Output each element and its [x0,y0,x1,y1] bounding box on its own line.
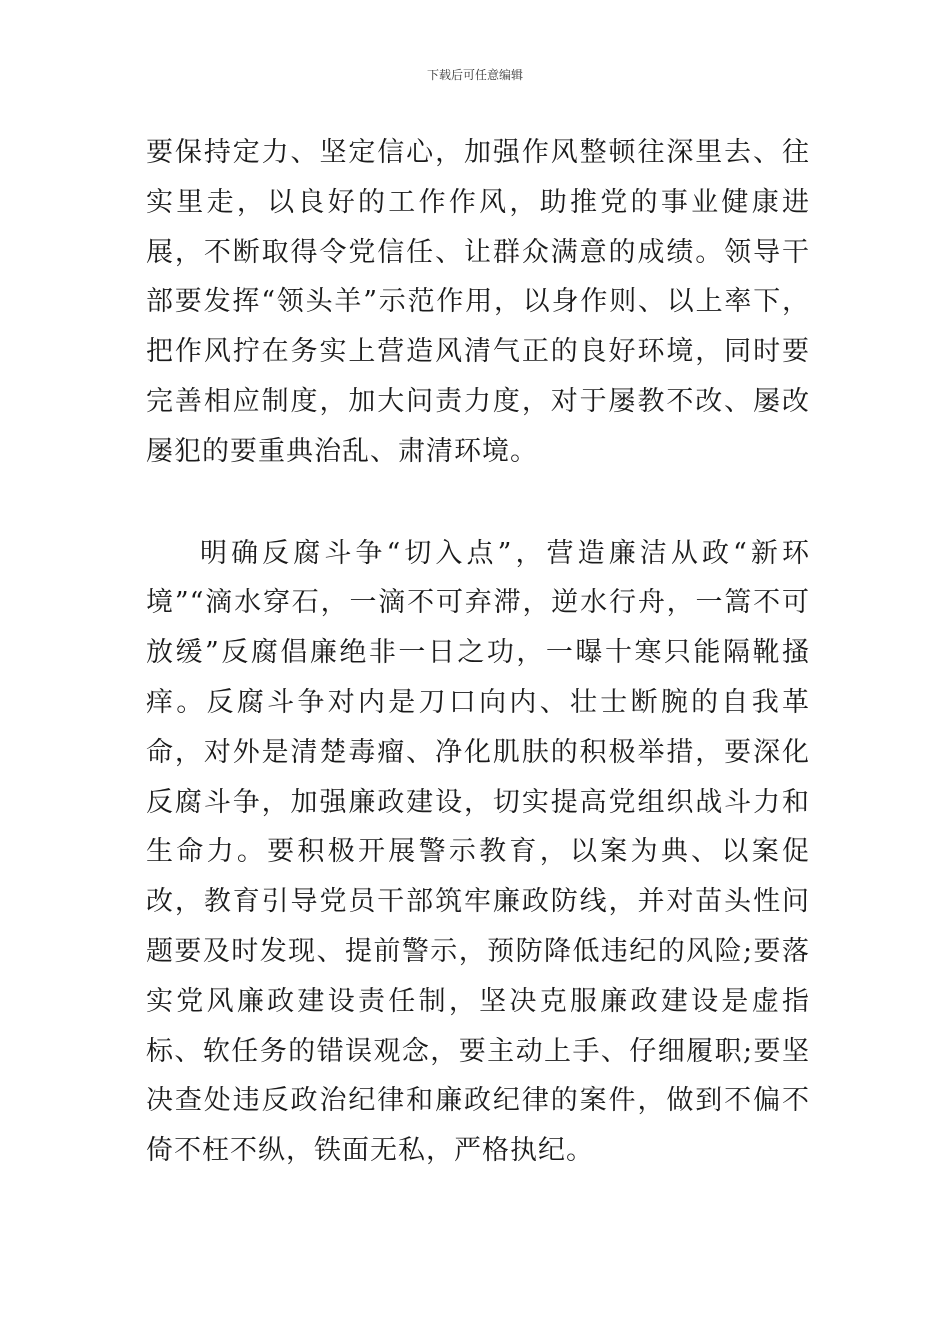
document-body [146,128,810,1176]
paragraph-1: 要保持定力、坚定信心，加强作风整顿往深里去、往实里走，以良好的工作作风，助推党的事业健康进展，不断取得令党信任、让群众满意的成绩。领导干部要发挥“领头羊”示范作用，以身作则、以上率下，把作风拧在务实上营造风清气正的良好环境，同时要完善相应制度，加大问责力度，对于屡教不改、屡改屡犯的要重典治乱、肃清环境。 [146,137,810,467]
paragraph-2: 明确反腐斗争“切入点”，营造廉洁从政“新环境”“滴水穿石，一滴不可弃滞，逆水行舟，一篙不可放缓”反腐倡廉绝非一日之功，一曝十寒只能隔靴搔痒。反腐斗争对内是刀口向内、壮士断腕的自我革命，对外是清楚毒瘤、净化肌肤的积极举措，要深化反腐斗争，加强廉政建设，切实提高党组织战斗力和生命力。要积极开展警示教育，以案为典、以案促改，教育引导党员干部筑牢廉政防线，并对苗头性问题要及时发现、提前警示，预防降低违纪的风险;要落实党风廉政建设责任制，坚决克服廉政建设是虚指标、软任务的错误观念，要主动上手、仔细履职;要坚决查处违反政治纪律和廉政纪律的案件，做到不偏不倚不枉不纵，铁面无私，严格执纪。 [146,537,810,1167]
page-header: 下载后可任意编辑 [426,68,523,82]
paragraph-gap [146,477,810,529]
